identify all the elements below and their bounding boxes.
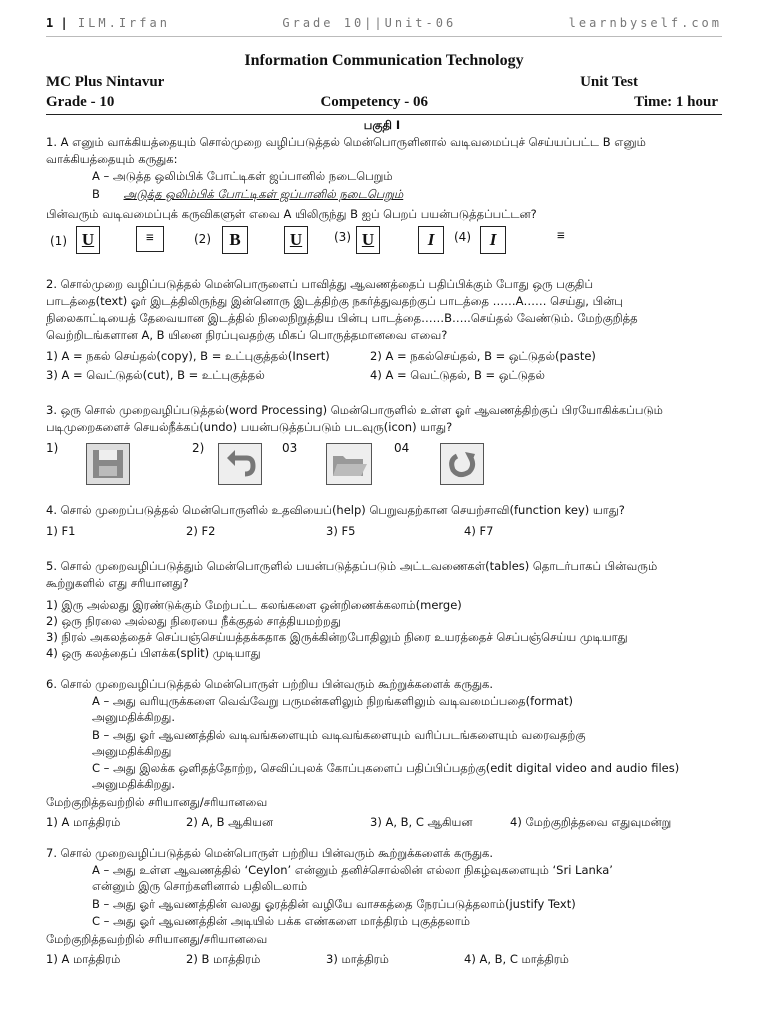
q3-option-1-label: 1) xyxy=(46,441,59,455)
title-row-1 xyxy=(46,74,718,91)
q7-option-1: 1) A மாத்திரம் xyxy=(46,952,121,966)
q3-line-2: படிமுறைகளைச் செயல்நீக்கப்(undo) பயன்படுத்தப்படும் படவுரு(icon) யாது? xyxy=(46,420,453,434)
q2-line-2: பாடத்தை(text) ஓர் இடத்திலிருந்து இன்னொரு இடத்திற்கு நகர்த்துவதற்குப் பாடத்தை ……A…… செய்து, பின்பு xyxy=(46,294,623,308)
q1-line-3: பின்வரும் வடிவமைப்புக் கருவிகளுள் எவை A யிலிருந்து B ஐப் பெறப் பயன்படுத்தப்பட்டன? xyxy=(46,207,537,221)
undo-icon xyxy=(218,443,262,485)
q6-line-1: 6. சொல் முறைவழிப்படுத்தல் மென்பொருள் பற்றிய பின்வரும் கூற்றுக்களைக் கருதுக. xyxy=(46,677,494,691)
q5-line-2: கூற்றுகளில் எது சரியானது? xyxy=(46,576,189,590)
q7-option-3: 3) மாத்திரம் xyxy=(326,952,389,966)
q6-stmt-a-1: A – அது வரியுருக்களை வெவ்வேறு பருமன்களிலும் நிறங்களிலும் வடிவமைப்பதை(format) xyxy=(92,694,573,708)
justify-icon: ≡ xyxy=(136,226,164,252)
q3-option-4-label: 04 xyxy=(394,441,410,455)
q1-option-2-label: (2) xyxy=(194,232,211,246)
time-label: Time: 1 hour xyxy=(634,94,718,110)
q2-option-4: 4) A = வெட்டுதல், B = ஒட்டுதல் xyxy=(370,368,545,382)
header-unit: Grade 10||Unit-06 xyxy=(282,16,457,30)
q6-stmt-b-2: அனுமதிக்கிறது xyxy=(92,744,172,758)
header-author: ILM.Irfan xyxy=(77,16,170,30)
q2-line-3: நிலைகாட்டியைத் தேவையான இடத்தில் நிலைநிறுத்திய பின்பு பாடத்தை……B…..செய்தல் வேண்டும். மேற்குறித்த xyxy=(46,311,638,325)
underline-icon: U xyxy=(76,226,100,254)
q5-option-2: 2) ஒரு நிரலை அல்லது நிரையை நீக்குதல் சாத்தியமற்றது xyxy=(46,614,341,628)
q4-option-2: 2) F2 xyxy=(186,524,216,538)
italic-icon: I xyxy=(418,226,444,254)
test-name: Unit Test xyxy=(580,74,638,90)
q1-option-3-label: (3) xyxy=(334,230,351,244)
open-folder-icon xyxy=(326,443,372,485)
school-name: MC Plus Nintavur xyxy=(46,74,165,90)
grade-label: Grade - 10 xyxy=(46,94,115,110)
q6-option-4: 4) மேற்குறித்தவை எதுவுமன்று xyxy=(510,815,672,829)
q1-sentence-b xyxy=(92,186,718,202)
q6-question: மேற்குறித்தவற்றில் சரியானது/சரியானவை xyxy=(46,795,268,809)
italic-icon-2: I xyxy=(480,226,506,254)
q1-b-label: B xyxy=(92,187,100,201)
q3-option-2-label: 2) xyxy=(192,441,205,455)
q7-question: மேற்குறித்தவற்றில் சரியானது/சரியானவை xyxy=(46,932,268,946)
q7-stmt-b-1: B – அது ஓர் ஆவணத்தின் வலது ஓரத்தின் வழியே வாசகத்தை நேரப்படுத்தலாம்(justify Text) xyxy=(92,897,576,911)
q6-option-2: 2) A, B ஆகியன xyxy=(186,815,274,829)
q1-line-1: 1. A எனும் வாக்கியத்தையும் சொல்முறை வழிப்படுத்தல் மென்பொருளினால் வடிவமைப்புச் செய்யப்பட்ட B எனும் xyxy=(46,135,646,149)
page-header xyxy=(46,16,722,30)
q5-option-3: 3) நிரல் அகலத்தைச் செப்பஞ்செய்யத்தக்கதாக இருக்கின்றபோதிலும் நிரை உயரத்தைச் செப்பஞ்செய்ய முடியாது xyxy=(46,630,628,644)
header-left xyxy=(46,16,170,30)
q7-stmt-c-1: C – அது ஓர் ஆவணத்தின் அடியில் பக்க எண்களை மாத்திரம் புகுத்தலாம் xyxy=(92,914,470,928)
underline-icon-2: U xyxy=(284,226,308,254)
header-divider xyxy=(46,36,722,37)
q3-option-3-label: 03 xyxy=(282,441,298,455)
q2-option-1: 1) A = நகல் செய்தல்(copy), B = உட்புகுத்தல்(Insert) xyxy=(46,349,330,363)
q1-sentence-a: A – அடுத்த ஒலிம்பிக் போட்டிகள் ஜப்பானில் நடைபெறும் xyxy=(92,169,393,183)
page-number: 1 | xyxy=(46,16,68,30)
q6-stmt-c-2: அனுமதிக்கிறது. xyxy=(92,777,176,791)
q6-stmt-b-1: B – அது ஓர் ஆவணத்தில் வடிவங்களையும் வடிவங்களையும் வரிப்படங்களையும் வரைவதற்கு xyxy=(92,728,586,742)
q1-option-1-label: (1) xyxy=(50,234,67,248)
q2-line-1: 2. சொல்முறை வழிப்படுத்தல் மென்பொருளைப் பாவித்து ஆவணத்தைப் பதிப்பிக்கும் போது ஒரு பகுதிப் xyxy=(46,277,593,291)
q4-option-4: 4) F7 xyxy=(464,524,494,538)
redo-icon xyxy=(440,443,484,485)
q5-option-1: 1) இரு அல்லது இரண்டுக்கும் மேற்பட்ட கலங்களை ஒன்றிணைக்கலாம்(merge) xyxy=(46,598,462,612)
underline-icon-3: U xyxy=(356,226,380,254)
q7-option-4: 4) A, B, C மாத்திரம் xyxy=(464,952,569,966)
q2-option-3: 3) A = வெட்டுதல்(cut), B = உட்புகுத்தல் xyxy=(46,368,265,382)
q4-option-3: 3) F5 xyxy=(326,524,356,538)
q3-line-1: 3. ஒரு சொல் முறைவழிப்படுத்தல்(word Processing) மென்பொருளில் உள்ள ஓர் ஆவணத்திற்குப் பிரயோகிக்கப்படும் xyxy=(46,403,663,417)
q1-option-4-label: (4) xyxy=(454,230,471,244)
q1-line-2: வாக்கியத்தையும் கருதுக: xyxy=(46,152,178,166)
title-rule xyxy=(46,114,722,115)
competency-label: Competency - 06 xyxy=(320,94,428,110)
q6-option-1: 1) A மாத்திரம் xyxy=(46,815,121,829)
q1-b-text: அடுத்த ஒலிம்பிக் போட்டிகள் ஜப்பானில் நடைபெறும் xyxy=(123,187,404,201)
q4-option-1: 1) F1 xyxy=(46,524,76,538)
q6-stmt-c-1: C – அது இலக்க ஒளிதத்தோற்ற, செவிப்புலக் கோப்புகளைப் பதிப்பிப்பதற்கு(edit digital video and audio files) xyxy=(92,761,680,775)
q5-line-1: 5. சொல் முறைவழிப்படுத்தும் மென்பொருளில் பயன்படுத்தப்படும் அட்டவணைகள்(tables) தொடர்பாகப் பின்வரும் xyxy=(46,559,658,573)
part-heading: பகுதி I xyxy=(363,118,401,132)
q7-line-1: 7. சொல் முறைவழிப்படுத்தல் மென்பொருள் பற்றிய பின்வரும் கூற்றுக்களைக் கருதுக. xyxy=(46,846,494,860)
q2-option-2: 2) A = நகல்செய்தல், B = ஒட்டுதல்(paste) xyxy=(370,349,596,363)
q7-stmt-a-1: A – அது உள்ள ஆவணத்தில் ‘Ceylon’ என்னும் தனிச்சொல்லின் எல்லா நிகழ்வுகளையும் ‘Sri Lanka’ xyxy=(92,863,613,877)
q5-option-4: 4) ஒரு கலத்தைப் பிளக்க(split) முடியாது xyxy=(46,646,261,660)
title-row-2 xyxy=(46,94,718,111)
save-icon xyxy=(86,443,130,485)
q6-option-3: 3) A, B, C ஆகியன xyxy=(370,815,473,829)
q2-line-4: வெற்றிடங்களான A, B யினை நிரப்புவதற்கு மிகப் பொருத்தமானவை எவை? xyxy=(46,328,448,342)
q7-option-2: 2) B மாத்திரம் xyxy=(186,952,261,966)
header-site: learnbyself.com xyxy=(568,16,722,30)
bold-icon: B xyxy=(222,226,248,254)
list-icon: ≡ xyxy=(548,224,574,250)
q6-stmt-a-2: அனுமதிக்கிறது. xyxy=(92,710,176,724)
q7-stmt-a-2: என்னும் இரு சொற்களினால் பதிலிடலாம் xyxy=(92,879,308,893)
doc-title: Information Communication Technology xyxy=(244,52,524,69)
q4-line-1: 4. சொல் முறைப்படுத்தல் மென்பொருளில் உதவியைப்(help) பெறுவதற்கான செயற்சாவி(function key) யாது? xyxy=(46,503,625,517)
